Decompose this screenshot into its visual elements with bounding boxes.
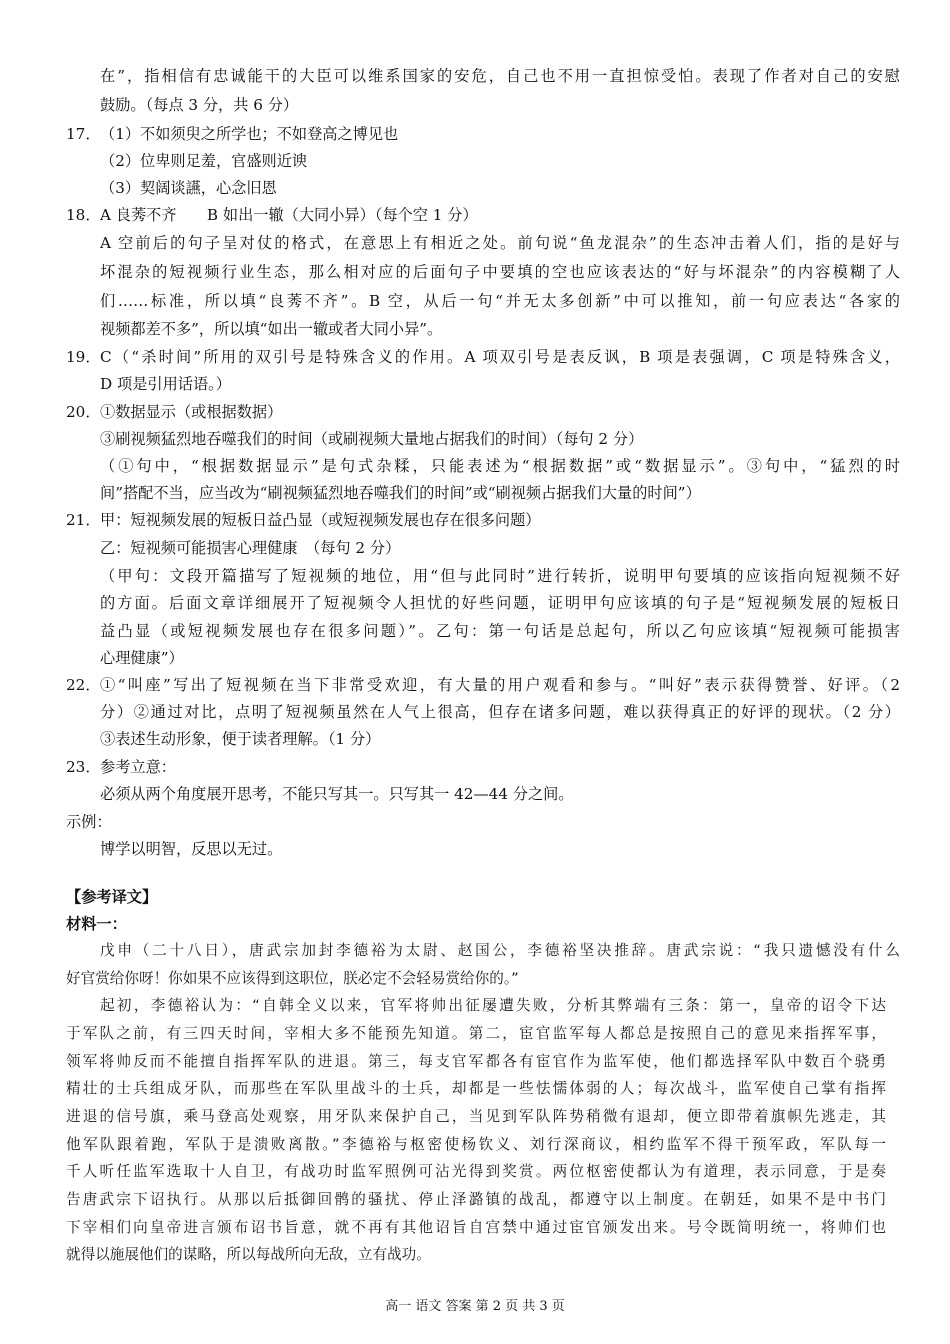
q21-answer-jia: 甲：短视频发展的短板日益凸显（或短视频发展也存在很多问题） bbox=[100, 511, 541, 529]
q23-requirement: 必须从两个角度展开思考，不能只写其一。只写其一 42—44 分之间。 bbox=[100, 785, 574, 803]
q18-explanation-line-1: A 空前后的句子呈对仗的格式，在意思上有相近之处。前句说“鱼龙混杂”的生态冲击着人们，指的是好与 bbox=[100, 234, 900, 252]
q22-answer-line-1: ①“叫座”写出了短视频在当下非常受欢迎，有大量的用户观看和参与。“叫好”表示获得赞誉、好评。（2 bbox=[100, 676, 900, 694]
q22-answer-line-3: ③表述生动形象，便于读者理解。（1 分） bbox=[100, 730, 381, 748]
q19-answer-line-2: D 项是引用话语。） bbox=[100, 375, 231, 393]
translation-p1-line-1: 戊申（二十八日），唐武宗加封李德裕为太尉、赵国公，李德裕坚决推辞。唐武宗说：“我只遗憾没有什么 bbox=[100, 942, 900, 959]
translation-p2-line-4: 精壮的士兵组成牙队，而那些在军队里战斗的士兵，却都是一些怯懦体弱的人；每次战斗，监军使自己掌有指挥 bbox=[66, 1080, 886, 1097]
q20-number: 20． bbox=[66, 403, 101, 421]
q17-answer-2: （2）位卑则足羞，官盛则近谀 bbox=[100, 152, 308, 170]
q23-heading: 参考立意： bbox=[100, 758, 176, 776]
q21-explanation-line-4: 心理健康”） bbox=[100, 649, 184, 667]
translation-p2-line-8: 告唐武宗下诏执行。从那以后抵御回鹘的骚扰、停止泽潞镇的战乱，都遵守以上制度。在朝廷，如果不是中书门 bbox=[66, 1191, 886, 1208]
translation-p2-line-5: 进退的信号旗，乘马登高处观察，用牙队来保护自己，当见到军队阵势稍微有退却，便立即带着旗帜先逃走，其 bbox=[66, 1108, 886, 1125]
q23-number: 23． bbox=[66, 758, 101, 776]
q21-explanation-line-2: 的方面。后面文章详细展开了短视频令人担忧的好些问题，证明甲句应该填的句子是“短视频发展的短板日 bbox=[100, 594, 900, 612]
material-one-label: 材料一： bbox=[66, 915, 127, 933]
translation-p2-line-1: 起初，李德裕认为：“自韩全义以来，官军将帅出征屡遭失败，分析其弊端有三条：第一，皇帝的诏令下达 bbox=[100, 997, 886, 1014]
q22-number: 22． bbox=[66, 676, 101, 694]
q21-number: 21． bbox=[66, 511, 101, 529]
q23-example-text: 博学以明智，反思以无过。 bbox=[100, 840, 283, 858]
q21-explanation-line-1: （甲句：文段开篇描写了短视频的地位，用“但与此同时”进行转折，说明甲句要填的应该指向短视频不好 bbox=[100, 567, 900, 585]
translation-p2-line-7: 千人听任监军选取十人自卫，有战功时监军照例可沾光得到奖赏。两位枢密使都认为有道理，表示同意，于是奏 bbox=[66, 1163, 886, 1180]
q18-explanation-line-4: 视频都差不多”，所以填“如出一辙或者大同小异”。 bbox=[100, 320, 443, 338]
q18-explanation-line-3: 们……标准，所以填“良莠不齐”。B 空，从后一句“并无太多创新”中可以推知，前一句应表达“各家的 bbox=[100, 292, 900, 310]
q20-answer-2: ③刷视频猛烈地吞噬我们的时间（或刷视频大量地占据我们的时间）（每句 2 分） bbox=[100, 430, 644, 448]
translation-heading: 【参考译文】 bbox=[66, 888, 158, 906]
translation-p2-line-2: 于军队之前，有三四天时间，宰相大多不能预先知道。第二，宦官监军每人都总是按照自己的意见来指挥军事， bbox=[66, 1025, 886, 1042]
q18-number: 18． bbox=[66, 206, 101, 224]
q17-answer-3: （3）契阔谈讌，心念旧恩 bbox=[100, 179, 277, 197]
q17-answer-1: （1）不如须臾之所学也；不如登高之博见也 bbox=[100, 125, 399, 143]
q21-answer-yi: 乙：短视频可能损害心理健康 （每句 2 分） bbox=[100, 539, 401, 557]
q19-answer-line-1: C（“杀时间”所用的双引号是特殊含义的作用。A 项双引号是表反讽，B 项是表强调，C 项是特殊含义， bbox=[100, 348, 900, 366]
translation-p2-line-9: 下宰相们向皇帝进言颁布诏书旨意，就不再有其他诏旨自宫禁中通过宦官颁发出来。号令既简明统一，将帅们也 bbox=[66, 1219, 886, 1236]
q16-continued-line-1: 在”，指相信有忠诚能干的大臣可以维系国家的安危，自己也不用一直担惊受怕。表现了作者对自己的安慰 bbox=[100, 67, 900, 85]
q17-number: 17． bbox=[66, 125, 101, 143]
q20-answer-1: ①数据显示（或根据数据） bbox=[100, 403, 283, 421]
page-footer: 高一 语文 答案 第 2 页 共 3 页 bbox=[385, 1299, 565, 1314]
q16-continued-line-2: 鼓励。（每点 3 分，共 6 分） bbox=[100, 96, 299, 114]
translation-p2-line-10: 就得以施展他们的谋略，所以每战所向无敌，立有战功。 bbox=[66, 1246, 431, 1263]
translation-p1-line-2: 好官赏给你呀！你如果不应该得到这职位，朕必定不会轻易赏给你的。” bbox=[66, 970, 519, 987]
translation-p2-line-6: 他军队跟着跑，军队于是溃败离散。”李德裕与枢密使杨钦义、刘行深商议，相约监军不得干预军政，军队每一 bbox=[66, 1136, 886, 1153]
q18-explanation-line-2: 坏混杂的短视频行业生态，那么相对应的后面句子中要填的空也应该表达的“好与坏混杂”的内容模糊了人 bbox=[100, 263, 900, 281]
q20-explanation-line-1: （①句中，“根据数据显示”是句式杂糅，只能表述为“根据数据”或“数据显示”。③句中，“猛烈的时 bbox=[100, 457, 900, 475]
q18-answer: A 良莠不齐 B 如出一辙（大同小异）（每个空 1 分） bbox=[100, 206, 478, 224]
q19-number: 19． bbox=[66, 348, 101, 366]
q21-explanation-line-3: 益凸显（或短视频发展也存在很多问题）”。乙句：第一句话是总起句，所以乙句应该填“短视频可能损害 bbox=[100, 622, 900, 640]
q20-explanation-line-2: 间”搭配不当，应当改为“刷视频猛烈地吞噬我们的时间”或“刷视频占据我们大量的时间”） bbox=[100, 484, 701, 502]
q23-example-label: 示例： bbox=[66, 813, 112, 831]
q22-answer-line-2: 分）②通过对比，点明了短视频虽然在人气上很高，但存在诸多问题，难以获得真正的好评的现状。（2 分） bbox=[100, 703, 900, 721]
translation-p2-line-3: 领军将帅反而不能擅自指挥军队的进退。第三，每支官军都各有宦官作为监军使，他们都选择军队中数百个骁勇 bbox=[66, 1053, 886, 1070]
